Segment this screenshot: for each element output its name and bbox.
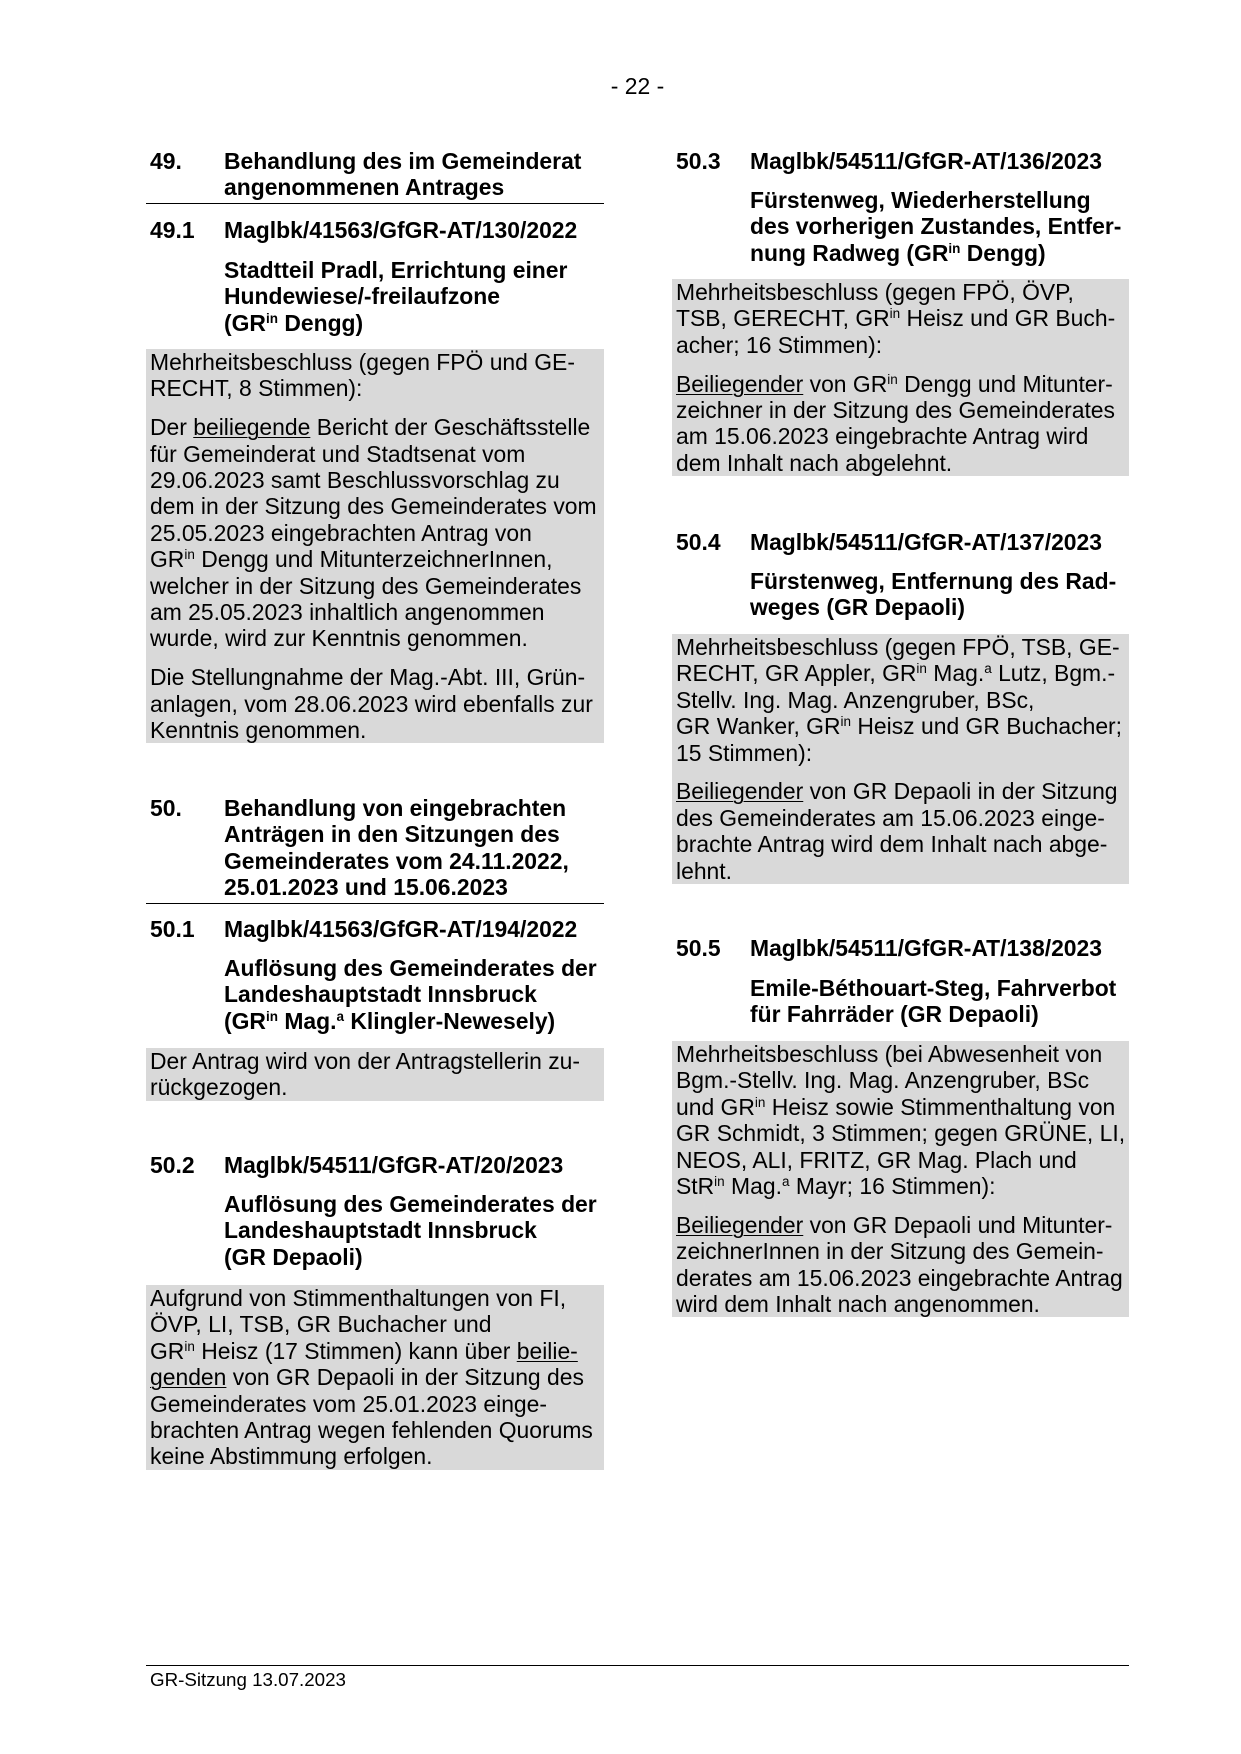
superscript: in	[889, 306, 901, 322]
text-run: Heisz sowie Stimmenthaltung von	[765, 1093, 1116, 1120]
text-run: von GR	[803, 370, 888, 397]
item-reference: Maglbk/54511/GfGR-AT/138/2023	[750, 935, 1102, 961]
text-run: (GR	[224, 309, 266, 336]
text-line	[150, 1338, 604, 1364]
text-line: Kenntnis genommen.	[150, 717, 367, 744]
item-title-line: des vorherigen Zustandes, Entfer-	[750, 213, 1122, 240]
item-50-5-heading	[672, 935, 1129, 961]
text-line: dem Inhalt nach abgelehnt.	[676, 449, 953, 476]
item-number: 49.1	[150, 217, 195, 243]
text-line: brachte Antrag wird dem Inhalt nach abge-	[676, 831, 1108, 858]
underlined-text: genden	[150, 1364, 227, 1391]
decision-box	[146, 1285, 604, 1470]
text-run: GR Wanker, GR	[676, 713, 841, 740]
text-line: RECHT, 8 Stimmen):	[150, 375, 363, 402]
text-run: (GR	[224, 1007, 266, 1034]
underlined-text: Beiliegender	[676, 1211, 804, 1238]
item-reference: Maglbk/41563/GfGR-AT/130/2022	[224, 217, 578, 243]
text-line: NEOS, ALI, FRITZ, GR Mag. Plach und	[676, 1146, 1077, 1173]
text-line: Die Stellungnahme der Mag.-Abt. III, Grün-	[150, 664, 586, 691]
text-line	[676, 1173, 1129, 1199]
section-title-line: Behandlung des im Gemeinderat	[224, 148, 582, 174]
text-line: rückgezogen.	[150, 1074, 288, 1101]
section-number: 49.	[150, 148, 182, 174]
text-line: Bgm.-Stellv. Ing. Mag. Anzengruber, BSc	[676, 1067, 1090, 1094]
resolution-paragraph	[676, 371, 1129, 477]
item-number: 50.5	[676, 935, 721, 961]
superscript: in	[887, 371, 898, 387]
section-title-line: Behandlung von eingebrachten	[224, 795, 567, 821]
text-line: 15 Stimmen):	[676, 739, 813, 766]
superscript: in	[184, 547, 195, 563]
superscript: in	[714, 1173, 725, 1189]
section-49-heading	[146, 148, 604, 204]
item-50-1-heading	[146, 916, 604, 942]
underlined-text: Beiliegender	[676, 370, 804, 397]
decision-box	[672, 634, 1129, 884]
text-line: dem in der Sitzung des Gemeinderates vom	[150, 493, 597, 520]
text-line	[150, 546, 604, 572]
text-line	[676, 305, 1129, 331]
footer-text: GR-Sitzung 13.07.2023	[150, 1669, 346, 1690]
superscript: in	[754, 1094, 766, 1110]
item-number: 50.4	[676, 529, 721, 555]
text-line	[676, 1094, 1129, 1120]
decision-box	[672, 279, 1129, 476]
text-line: des Gemeinderates am 15.06.2023 einge-	[676, 804, 1105, 831]
superscript: in	[916, 661, 927, 677]
text-run: RECHT, GR Appler, GR	[676, 660, 917, 687]
underlined-text: Beiliegender	[676, 778, 804, 805]
superscript: a	[336, 1008, 344, 1024]
superscript: a	[781, 1173, 790, 1189]
section-title-line: Gemeinderates vom 24.11.2022,	[224, 847, 569, 874]
page-number: - 22 -	[610, 73, 665, 99]
text-line: am 25.05.2023 inhaltlich angenommen	[150, 599, 545, 626]
item-title-line	[672, 240, 1129, 266]
item-title-line: Fürstenweg, Wiederherstellung	[750, 187, 1091, 213]
item-50-3-title	[672, 187, 1129, 266]
text-line: acher; 16 Stimmen):	[676, 331, 883, 358]
text-run: Lutz, Bgm.-	[991, 660, 1116, 687]
text-line: Mehrheitsbeschluss (gegen FPÖ, ÖVP,	[676, 279, 1074, 305]
item-title-line: Auflösung des Gemeinderates der	[224, 955, 597, 981]
text-line	[676, 371, 1129, 397]
vote-paragraph	[150, 349, 604, 402]
left-column	[146, 0, 604, 1754]
text-line	[676, 1212, 1129, 1238]
text-run: Dengg und MitunterzeichnerInnen,	[194, 546, 553, 573]
text-line: am 15.06.2023 eingebrachte Antrag wird	[676, 423, 1089, 450]
item-50-2-heading	[146, 1152, 604, 1178]
text-line: GR Schmidt, 3 Stimmen; gegen GRÜNE, LI,	[676, 1120, 1126, 1147]
text-line	[150, 1364, 604, 1390]
item-title-line: Emile-Béthouart-Steg, Fahrverbot	[750, 975, 1117, 1001]
section-title-line: Anträgen in den Sitzungen des	[224, 821, 560, 848]
item-reference: Maglbk/41563/GfGR-AT/194/2022	[224, 916, 578, 942]
decision-box	[672, 1041, 1129, 1317]
text-run: von GR Depaoli in der Sitzung	[803, 778, 1118, 805]
decision-paragraph	[150, 1285, 604, 1470]
text-line: Aufgrund von Stimmenthaltungen von FI,	[150, 1285, 567, 1311]
underlined-text: beiliegende	[193, 414, 311, 441]
item-title-line: für Fahrräder (GR Depaoli)	[750, 1001, 1039, 1028]
text-run: Heisz (17 Stimmen) kann über	[194, 1337, 517, 1364]
text-run: Klingler-Newesely)	[344, 1007, 556, 1034]
right-column	[672, 0, 1129, 1754]
vote-paragraph	[676, 279, 1129, 358]
item-title-line: Landeshauptstadt Innsbruck	[224, 1217, 537, 1244]
item-50-5-title	[672, 975, 1129, 1028]
section-title-line: angenommenen Antrages	[224, 174, 505, 201]
text-line: Gemeinderates vom 25.01.2023 einge-	[150, 1390, 548, 1417]
text-line: brachten Antrag wegen fehlenden Quorums	[150, 1416, 593, 1443]
text-run: Mag.	[724, 1172, 782, 1199]
item-50-2-title	[146, 1191, 604, 1270]
text-line: Stellv. Ing. Mag. Anzengruber, BSc,	[676, 686, 1035, 713]
text-line: Mehrheitsbeschluss (gegen FPÖ und GE-	[150, 349, 575, 375]
text-line: keine Abstimmung erfolgen.	[150, 1443, 433, 1470]
item-49-1-title	[146, 257, 604, 336]
item-number: 50.2	[150, 1152, 195, 1178]
item-reference: Maglbk/54511/GfGR-AT/136/2023	[750, 148, 1102, 174]
item-title-line: Landeshauptstadt Innsbruck	[224, 981, 537, 1008]
text-run: TSB, GERECHT, GR	[676, 305, 890, 332]
text-line: anlagen, vom 28.06.2023 wird ebenfalls zur	[150, 690, 593, 717]
text-run: Mag.	[926, 660, 985, 687]
text-run: Mayr; 16 Stimmen):	[789, 1172, 996, 1199]
superscript: in	[184, 1338, 195, 1354]
item-number: 50.3	[676, 148, 721, 174]
decision-box	[146, 349, 604, 743]
text-run: Dengg)	[277, 309, 364, 336]
section-number: 50.	[150, 795, 182, 821]
item-50-1-title	[146, 955, 604, 1034]
text-line: Der Antrag wird von der Antragstellerin zu-	[150, 1048, 581, 1074]
text-run: nung Radweg (GR	[750, 239, 949, 266]
text-line: derates am 15.06.2023 eingebrachte Antrag	[676, 1264, 1123, 1291]
text-run: Mag.	[277, 1007, 337, 1034]
item-title-line: Hundewiese/-freilaufzone	[224, 283, 501, 310]
decision-box	[146, 1048, 604, 1101]
item-title-line	[146, 1008, 604, 1034]
item-title-line: Fürstenweg, Entfernung des Rad-	[750, 568, 1117, 594]
superscript: in	[948, 240, 961, 256]
item-title-line: weges (GR Depaoli)	[750, 594, 965, 621]
resolution-paragraph	[150, 414, 604, 652]
item-reference: Maglbk/54511/GfGR-AT/137/2023	[750, 529, 1102, 555]
resolution-paragraph	[676, 1212, 1129, 1318]
text-line	[676, 713, 1129, 739]
text-run: Heisz und GR Buch-	[900, 305, 1116, 332]
text-run: Der	[150, 414, 194, 441]
item-title-line	[146, 310, 604, 336]
underlined-text: beilie-	[516, 1337, 578, 1364]
text-line: zeichner in der Sitzung des Gemeinderates	[676, 397, 1115, 424]
text-run: StR	[676, 1172, 715, 1199]
resolution-paragraph	[676, 778, 1129, 884]
item-title-line: (GR Depaoli)	[224, 1243, 363, 1270]
text-line: für Gemeinderat und Stadtsenat vom	[150, 440, 526, 467]
text-line	[676, 660, 1129, 686]
superscript: in	[840, 714, 852, 730]
text-run: GR	[150, 546, 185, 573]
item-number: 50.1	[150, 916, 195, 942]
section-title-line: 25.01.2023 und 15.06.2023	[224, 874, 508, 901]
text-line	[150, 414, 604, 440]
superscript: a	[984, 661, 992, 677]
item-49-1-heading	[146, 217, 604, 243]
superscript: in	[265, 1008, 278, 1024]
text-run: Dengg und Mitunter-	[897, 370, 1113, 397]
decision-paragraph	[150, 1048, 604, 1101]
item-50-4-heading	[672, 529, 1129, 555]
text-line: 29.06.2023 samt Beschlussvorschlag zu	[150, 467, 560, 494]
text-line	[676, 778, 1129, 804]
text-line: 25.05.2023 eingebrachten Antrag von	[150, 519, 532, 546]
section-50-heading	[146, 795, 604, 904]
item-reference: Maglbk/54511/GfGR-AT/20/2023	[224, 1152, 564, 1178]
text-line: Mehrheitsbeschluss (gegen FPÖ, TSB, GE-	[676, 634, 1120, 660]
footer-divider	[146, 1665, 1129, 1666]
text-line: Mehrheitsbeschluss (bei Abwesenheit von	[676, 1041, 1103, 1067]
text-line: welcher in der Sitzung des Gemeinderates	[150, 572, 582, 599]
item-50-4-title	[672, 568, 1129, 621]
text-run: von GR Depaoli in der Sitzung des	[226, 1364, 584, 1391]
vote-paragraph	[676, 634, 1129, 766]
item-50-3-heading	[672, 148, 1129, 174]
text-run: GR	[150, 1337, 185, 1364]
text-line: ÖVP, LI, TSB, GR Buchacher und	[150, 1311, 492, 1338]
item-title-line: Stadtteil Pradl, Errichtung einer	[224, 257, 568, 283]
text-line: wird dem Inhalt nach angenommen.	[676, 1291, 1040, 1318]
text-run: Dengg)	[960, 239, 1046, 266]
note-paragraph	[150, 664, 604, 743]
vote-paragraph	[676, 1041, 1129, 1199]
text-run: und GR	[676, 1093, 755, 1120]
text-line: zeichnerInnen in der Sitzung des Gemein-	[676, 1238, 1104, 1265]
superscript: in	[265, 310, 278, 326]
item-title-line: Auflösung des Gemeinderates der	[224, 1191, 597, 1217]
text-run: Heisz und GR Buchacher;	[851, 713, 1123, 740]
text-line: wurde, wird zur Kenntnis genommen.	[150, 625, 528, 652]
text-line: lehnt.	[676, 857, 732, 884]
text-run: von GR Depaoli und Mitunter-	[803, 1211, 1113, 1238]
text-run: Bericht der Geschäftsstelle	[310, 414, 591, 441]
